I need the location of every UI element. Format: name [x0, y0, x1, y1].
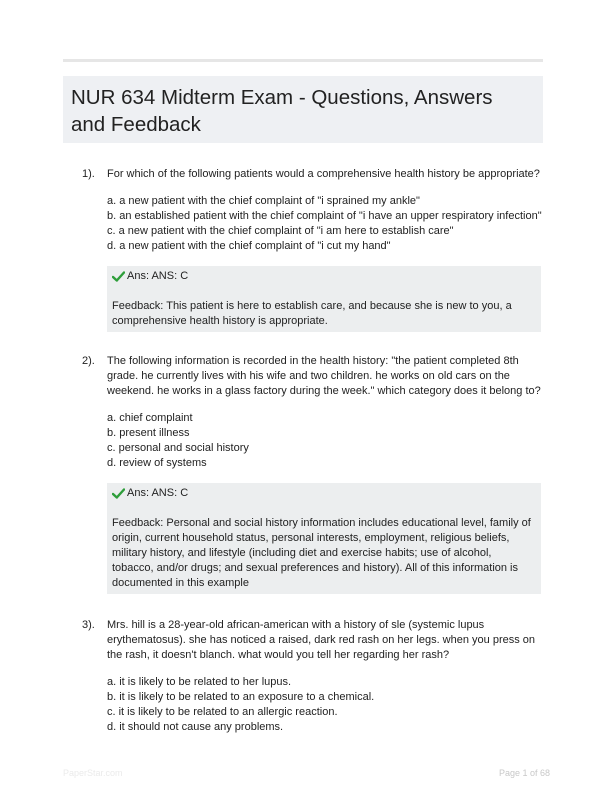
page-title: NUR 634 Midterm Exam - Questions, Answers and Feedback [71, 86, 493, 136]
question-number: 1). [82, 168, 95, 180]
answer-line [112, 486, 536, 501]
option-b: b. it is likely to be related to an exposure to a chemical. [107, 691, 375, 703]
option-a: a. chief complaint [107, 412, 193, 424]
question-body [107, 167, 541, 332]
option-b: b. present illness [107, 427, 190, 439]
option-d: d. review of systems [107, 457, 207, 469]
question-body [107, 618, 541, 735]
answer-box [107, 266, 541, 332]
option-b: b. an established patient with the chief complaint of "i have an upper respiratory infection" [107, 210, 542, 222]
question-text: For which of the following patients would a comprehensive health history be appropriate? [107, 168, 540, 180]
answer-text: Ans: ANS: C [127, 270, 189, 282]
option-c: c. personal and social history [107, 442, 249, 454]
page-number: Page 1 of 68 [498, 768, 550, 778]
options-list [107, 194, 541, 254]
feedback-text: Feedback: This patient is here to establish care, and because she is new to you, a comprehensive health history is appropriate. [112, 300, 512, 327]
option-c: c. it is likely to be related to an allergic reaction. [107, 706, 338, 718]
feedback-text: Feedback: Personal and social history information includes educational level, family of origin, current household status, personal interests, employment, religious beliefs, military history, and lifestyle (including diet and exercise habits; use of alcohol, tobacco, and/or drugs; and sexual preferences and history). All of this information is documented in this example [112, 517, 531, 589]
options-list [107, 411, 541, 471]
title-banner [63, 76, 543, 143]
option-d: d. a new patient with the chief complaint of "i cut my hand" [107, 240, 391, 252]
question-number: 3). [82, 619, 95, 631]
answer-text: Ans: ANS: C [127, 487, 189, 499]
footer-site-watermark: PaperStar.com [63, 768, 123, 778]
option-d: d. it should not cause any problems. [107, 721, 284, 733]
option-c: c. a new patient with the chief complaint of "i am here to establish care" [107, 225, 454, 237]
question-text: Mrs. hill is a 28-year-old african-american with a history of sle (systemic lupus erythematosus). she has noticed a raised, dark red rash on her legs. when you press on the rash, it doesn't blanch. what would you tell her regarding her rash? [107, 619, 536, 661]
question-number: 2). [82, 355, 95, 367]
check-icon [112, 271, 125, 282]
question-body [107, 354, 541, 594]
check-icon [112, 488, 125, 499]
top-divider [63, 59, 543, 62]
options-list [107, 675, 541, 735]
question-text: The following information is recorded in the health history: "the patient completed 8th grade. he currently lives with his wife and two children. he works on old cars on the weekend. he works in a glass factory during the week." which category does it belong to? [107, 355, 541, 397]
option-a: a. a new patient with the chief complaint of "i sprained my ankle" [107, 195, 420, 207]
option-a: a. it is likely to be related to her lupus. [107, 676, 292, 688]
answer-line [112, 269, 536, 284]
answer-box [107, 483, 541, 594]
